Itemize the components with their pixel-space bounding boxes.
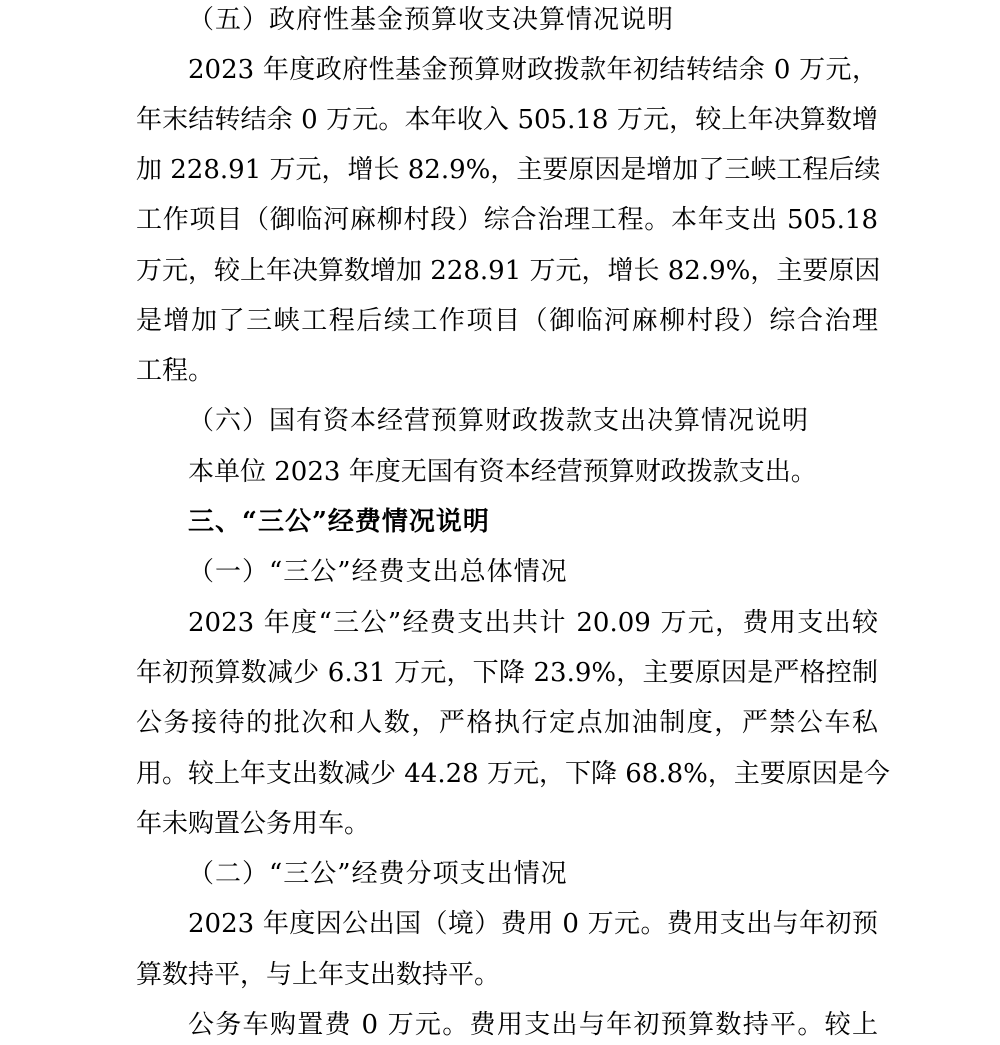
section-heading-three-public-overall: （一）“三公”经费支出总体情况 xyxy=(188,557,568,587)
section-heading-state-capital: （六）国有资本经营预算财政拨款支出决算情况说明 xyxy=(188,406,810,436)
paragraph-line: 2023 年度因公出国（境）费用 0 万元。费用支出与年初预 xyxy=(188,909,878,939)
paragraph-line: 2023 年度政府性基金预算财政拨款年初结转结余 0 万元， xyxy=(188,55,878,85)
paragraph-line: 年初预算数减少 6.31 万元，下降 23.9%，主要原因是严格控制 xyxy=(136,658,878,688)
paragraph-line: 公务接待的批次和人数，严格执行定点加油制度，严禁公车私 xyxy=(136,708,878,738)
section-heading-gov-fund: （五）政府性基金预算收支决算情况说明 xyxy=(188,5,675,35)
part-title-three-public: 三、“三公”经费情况说明 xyxy=(188,507,490,537)
paragraph-line: 本单位 2023 年度无国有资本经营预算财政拨款支出。 xyxy=(188,457,817,487)
paragraph-line: 工程。 xyxy=(136,356,215,386)
section-heading-three-public-items: （二）“三公”经费分项支出情况 xyxy=(188,859,568,889)
paragraph-line: 加 228.91 万元，增长 82.9%，主要原因是增加了三峡工程后续 xyxy=(136,155,881,185)
paragraph-line: 工作项目（御临河麻柳村段）综合治理工程。本年支出 505.18 xyxy=(136,205,878,235)
paragraph-line: 2023 年度“三公”经费支出共计 20.09 万元，费用支出较 xyxy=(188,608,878,638)
paragraph-line: 是增加了三峡工程后续工作项目（御临河麻柳村段）综合治理 xyxy=(136,306,878,336)
paragraph-line: 年未购置公务用车。 xyxy=(136,809,371,839)
paragraph-line: 用。较上年支出数减少 44.28 万元，下降 68.8%，主要原因是今 xyxy=(136,759,890,789)
paragraph-line: 算数持平，与上年支出数持平。 xyxy=(136,960,501,990)
paragraph-line: 年末结转结余 0 万元。本年收入 505.18 万元，较上年决算数增 xyxy=(136,105,878,135)
paragraph-line: 万元，较上年决算数增加 228.91 万元，增长 82.9%，主要原因 xyxy=(136,256,881,286)
paragraph-line: 公务车购置费 0 万元。费用支出与年初预算数持平。较上 xyxy=(188,1010,878,1040)
